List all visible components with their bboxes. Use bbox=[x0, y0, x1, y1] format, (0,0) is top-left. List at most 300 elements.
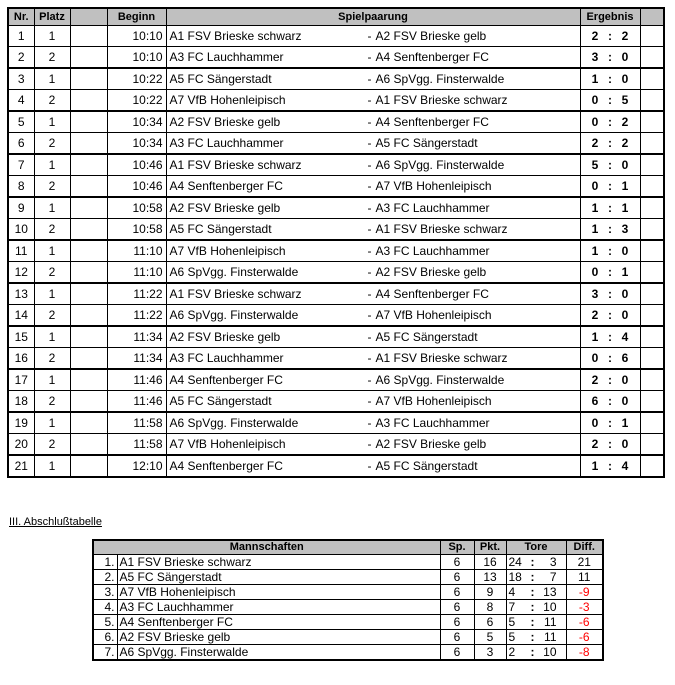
away-goals: 5 bbox=[621, 93, 629, 107]
match-result bbox=[580, 68, 640, 90]
goals-against: 7 bbox=[549, 570, 557, 584]
match-result bbox=[580, 47, 640, 69]
match-pairing bbox=[166, 283, 580, 305]
match-start-time: 12:10 bbox=[107, 455, 166, 477]
score-separator: : bbox=[608, 394, 612, 408]
points: 8 bbox=[474, 600, 506, 615]
score-separator: : bbox=[608, 29, 612, 43]
team-name: A7 VfB Hohenleipisch bbox=[117, 585, 440, 600]
pairing-separator: - bbox=[367, 179, 372, 193]
score-separator: : bbox=[608, 115, 612, 129]
match-result bbox=[580, 26, 640, 47]
home-team: A6 SpVgg. Finsterwalde bbox=[169, 265, 299, 279]
empty-cell bbox=[70, 434, 107, 456]
away-team: A4 Senftenberger FC bbox=[375, 287, 489, 301]
match-pairing bbox=[166, 176, 580, 198]
match-pairing bbox=[166, 391, 580, 413]
pairing-separator: - bbox=[367, 394, 372, 408]
match-result bbox=[580, 133, 640, 155]
match-pairing bbox=[166, 412, 580, 434]
home-goals: 0 bbox=[591, 115, 599, 129]
pairing-separator: - bbox=[367, 93, 372, 107]
rank: 4. bbox=[93, 600, 117, 615]
match-row bbox=[8, 283, 664, 305]
match-number: 9 bbox=[8, 197, 34, 219]
team-name: A5 FC Sängerstadt bbox=[117, 570, 440, 585]
match-start-time: 11:10 bbox=[107, 240, 166, 262]
match-field: 1 bbox=[34, 68, 70, 90]
empty-cell bbox=[70, 262, 107, 284]
match-result bbox=[580, 412, 640, 434]
away-goals: 6 bbox=[621, 351, 629, 365]
away-team: A7 VfB Hohenleipisch bbox=[375, 308, 492, 322]
pairing-separator: - bbox=[367, 308, 372, 322]
standings-row bbox=[93, 615, 603, 630]
match-row bbox=[8, 348, 664, 370]
team-name: A3 FC Lauchhammer bbox=[117, 600, 440, 615]
home-goals: 6 bbox=[591, 394, 599, 408]
match-number: 17 bbox=[8, 369, 34, 391]
standings-row bbox=[93, 600, 603, 615]
match-result bbox=[580, 176, 640, 198]
match-result bbox=[580, 154, 640, 176]
match-pairing bbox=[166, 455, 580, 477]
empty-cell bbox=[640, 240, 664, 262]
empty-cell bbox=[70, 326, 107, 348]
empty-cell bbox=[640, 176, 664, 198]
empty-cell bbox=[640, 197, 664, 219]
match-number: 14 bbox=[8, 305, 34, 327]
match-row bbox=[8, 90, 664, 112]
goals-for: 24 bbox=[508, 555, 522, 569]
match-pairing bbox=[166, 369, 580, 391]
home-goals: 1 bbox=[591, 201, 599, 215]
empty-cell bbox=[640, 369, 664, 391]
goal-difference: -8 bbox=[566, 645, 603, 661]
match-start-time: 11:46 bbox=[107, 369, 166, 391]
match-field: 2 bbox=[34, 262, 70, 284]
pairing-separator: - bbox=[367, 50, 372, 64]
away-goals: 1 bbox=[621, 201, 629, 215]
away-team: A5 FC Sängerstadt bbox=[375, 459, 478, 473]
rank: 5. bbox=[93, 615, 117, 630]
away-goals: 0 bbox=[621, 244, 629, 258]
standings-header-row bbox=[93, 540, 603, 555]
match-start-time: 10:22 bbox=[107, 68, 166, 90]
home-team: A1 FSV Brieske schwarz bbox=[169, 287, 302, 301]
match-row bbox=[8, 262, 664, 284]
away-team: A5 FC Sängerstadt bbox=[375, 330, 478, 344]
team-name: A4 Senftenberger FC bbox=[117, 615, 440, 630]
home-goals: 1 bbox=[591, 222, 599, 236]
away-goals: 1 bbox=[621, 265, 629, 279]
header-blank bbox=[640, 8, 664, 26]
header-blank bbox=[70, 8, 107, 26]
empty-cell bbox=[640, 90, 664, 112]
match-result bbox=[580, 455, 640, 477]
match-row bbox=[8, 26, 664, 47]
empty-cell bbox=[640, 68, 664, 90]
header-pkt: Pkt. bbox=[474, 540, 506, 555]
score-separator: : bbox=[608, 459, 612, 473]
header-mannschaften: Mannschaften bbox=[93, 540, 440, 555]
home-goals: 0 bbox=[591, 351, 599, 365]
home-goals: 0 bbox=[591, 179, 599, 193]
away-team: A7 VfB Hohenleipisch bbox=[375, 179, 492, 193]
match-result bbox=[580, 262, 640, 284]
match-result bbox=[580, 90, 640, 112]
score-separator: : bbox=[608, 330, 612, 344]
match-result bbox=[580, 391, 640, 413]
match-start-time: 10:46 bbox=[107, 176, 166, 198]
standings-table bbox=[92, 539, 604, 661]
goals-separator: : bbox=[530, 615, 535, 629]
goals-separator: : bbox=[530, 630, 535, 644]
home-team: A5 FC Sängerstadt bbox=[169, 72, 272, 86]
empty-cell bbox=[640, 455, 664, 477]
away-team: A5 FC Sängerstadt bbox=[375, 136, 478, 150]
match-result bbox=[580, 305, 640, 327]
match-row bbox=[8, 111, 664, 133]
goals-for: 5 bbox=[508, 630, 516, 644]
header-spielpaarung: Spielpaarung bbox=[166, 8, 580, 26]
match-pairing bbox=[166, 47, 580, 69]
match-number: 7 bbox=[8, 154, 34, 176]
away-goals: 2 bbox=[621, 29, 629, 43]
home-team: A2 FSV Brieske gelb bbox=[169, 115, 281, 129]
home-team: A2 FSV Brieske gelb bbox=[169, 201, 281, 215]
away-goals: 0 bbox=[621, 50, 629, 64]
goals-separator: : bbox=[530, 555, 535, 569]
goals-separator: : bbox=[530, 585, 535, 599]
match-field: 2 bbox=[34, 219, 70, 241]
match-pairing bbox=[166, 326, 580, 348]
goals-separator: : bbox=[530, 570, 535, 584]
away-goals: 4 bbox=[621, 459, 629, 473]
score-separator: : bbox=[608, 179, 612, 193]
match-row bbox=[8, 455, 664, 477]
match-row bbox=[8, 369, 664, 391]
home-goals: 2 bbox=[591, 373, 599, 387]
score-separator: : bbox=[608, 287, 612, 301]
match-start-time: 10:58 bbox=[107, 197, 166, 219]
header-platz: Platz bbox=[34, 8, 70, 26]
empty-cell bbox=[70, 240, 107, 262]
pairing-separator: - bbox=[367, 136, 372, 150]
match-row bbox=[8, 68, 664, 90]
goals-against: 11 bbox=[544, 630, 557, 644]
away-team: A2 FSV Brieske gelb bbox=[375, 437, 487, 451]
away-team: A4 Senftenberger FC bbox=[375, 115, 489, 129]
match-row bbox=[8, 412, 664, 434]
pairing-separator: - bbox=[367, 351, 372, 365]
goals-for: 5 bbox=[508, 615, 516, 629]
empty-cell bbox=[640, 219, 664, 241]
match-result bbox=[580, 283, 640, 305]
match-field: 1 bbox=[34, 154, 70, 176]
team-name: A2 FSV Brieske gelb bbox=[117, 630, 440, 645]
team-name: A6 SpVgg. Finsterwalde bbox=[117, 645, 440, 661]
empty-cell bbox=[640, 348, 664, 370]
home-team: A4 Senftenberger FC bbox=[169, 179, 283, 193]
home-team: A5 FC Sängerstadt bbox=[169, 394, 272, 408]
away-team: A2 FSV Brieske gelb bbox=[375, 29, 487, 43]
empty-cell bbox=[640, 391, 664, 413]
match-field: 1 bbox=[34, 283, 70, 305]
goal-difference: -9 bbox=[566, 585, 603, 600]
empty-cell bbox=[70, 391, 107, 413]
points: 16 bbox=[474, 555, 506, 570]
match-result bbox=[580, 219, 640, 241]
away-team: A6 SpVgg. Finsterwalde bbox=[375, 373, 505, 387]
match-number: 20 bbox=[8, 434, 34, 456]
goals bbox=[506, 555, 566, 570]
home-team: A6 SpVgg. Finsterwalde bbox=[169, 308, 299, 322]
empty-cell bbox=[70, 111, 107, 133]
empty-cell bbox=[70, 455, 107, 477]
match-start-time: 11:22 bbox=[107, 283, 166, 305]
empty-cell bbox=[70, 369, 107, 391]
score-separator: : bbox=[608, 201, 612, 215]
goals-for: 4 bbox=[508, 585, 516, 599]
away-team: A3 FC Lauchhammer bbox=[375, 416, 490, 430]
home-team: A7 VfB Hohenleipisch bbox=[169, 93, 286, 107]
empty-cell bbox=[70, 197, 107, 219]
match-number: 12 bbox=[8, 262, 34, 284]
standings-row bbox=[93, 555, 603, 570]
match-pairing bbox=[166, 434, 580, 456]
score-separator: : bbox=[608, 416, 612, 430]
pairing-separator: - bbox=[367, 29, 372, 43]
match-field: 2 bbox=[34, 90, 70, 112]
away-goals: 1 bbox=[621, 416, 629, 430]
games-played: 6 bbox=[440, 615, 474, 630]
pairing-separator: - bbox=[367, 459, 372, 473]
games-played: 6 bbox=[440, 585, 474, 600]
empty-cell bbox=[70, 90, 107, 112]
empty-cell bbox=[70, 26, 107, 47]
away-team: A6 SpVgg. Finsterwalde bbox=[375, 72, 505, 86]
match-number: 10 bbox=[8, 219, 34, 241]
standings-row bbox=[93, 585, 603, 600]
home-team: A2 FSV Brieske gelb bbox=[169, 330, 281, 344]
home-goals: 5 bbox=[591, 158, 599, 172]
match-result bbox=[580, 326, 640, 348]
goal-difference: 11 bbox=[566, 570, 603, 585]
match-start-time: 10:58 bbox=[107, 219, 166, 241]
games-played: 6 bbox=[440, 645, 474, 661]
goals-separator: : bbox=[530, 645, 535, 659]
match-number: 8 bbox=[8, 176, 34, 198]
away-team: A1 FSV Brieske schwarz bbox=[375, 93, 508, 107]
score-separator: : bbox=[608, 136, 612, 150]
home-team: A5 FC Sängerstadt bbox=[169, 222, 272, 236]
match-field: 1 bbox=[34, 240, 70, 262]
match-start-time: 11:34 bbox=[107, 348, 166, 370]
home-goals: 3 bbox=[591, 287, 599, 301]
match-number: 1 bbox=[8, 26, 34, 47]
rank: 1. bbox=[93, 555, 117, 570]
header-diff: Diff. bbox=[566, 540, 603, 555]
match-start-time: 11:10 bbox=[107, 262, 166, 284]
match-start-time: 10:34 bbox=[107, 111, 166, 133]
match-number: 21 bbox=[8, 455, 34, 477]
empty-cell bbox=[70, 412, 107, 434]
away-team: A1 FSV Brieske schwarz bbox=[375, 222, 508, 236]
empty-cell bbox=[70, 154, 107, 176]
match-row bbox=[8, 154, 664, 176]
match-number: 5 bbox=[8, 111, 34, 133]
pairing-separator: - bbox=[367, 416, 372, 430]
score-separator: : bbox=[608, 265, 612, 279]
away-team: A7 VfB Hohenleipisch bbox=[375, 394, 492, 408]
empty-cell bbox=[640, 47, 664, 69]
home-team: A1 FSV Brieske schwarz bbox=[169, 158, 302, 172]
home-goals: 2 bbox=[591, 136, 599, 150]
match-row bbox=[8, 305, 664, 327]
match-result bbox=[580, 111, 640, 133]
away-goals: 2 bbox=[621, 115, 629, 129]
empty-cell bbox=[70, 348, 107, 370]
home-team: A3 FC Lauchhammer bbox=[169, 50, 284, 64]
match-pairing bbox=[166, 154, 580, 176]
match-field: 1 bbox=[34, 412, 70, 434]
match-row bbox=[8, 133, 664, 155]
match-pairing bbox=[166, 348, 580, 370]
header-sp: Sp. bbox=[440, 540, 474, 555]
match-result bbox=[580, 434, 640, 456]
pairing-separator: - bbox=[367, 287, 372, 301]
match-pairing bbox=[166, 197, 580, 219]
away-goals: 0 bbox=[621, 373, 629, 387]
match-row bbox=[8, 176, 664, 198]
match-schedule-table bbox=[7, 7, 665, 478]
match-start-time: 11:58 bbox=[107, 434, 166, 456]
empty-cell bbox=[640, 412, 664, 434]
match-pairing bbox=[166, 240, 580, 262]
empty-cell bbox=[640, 326, 664, 348]
match-number: 3 bbox=[8, 68, 34, 90]
away-team: A4 Senftenberger FC bbox=[375, 50, 489, 64]
match-start-time: 11:22 bbox=[107, 305, 166, 327]
pairing-separator: - bbox=[367, 158, 372, 172]
empty-cell bbox=[70, 133, 107, 155]
header-nr: Nr. bbox=[8, 8, 34, 26]
goals bbox=[506, 570, 566, 585]
score-separator: : bbox=[608, 244, 612, 258]
rank: 3. bbox=[93, 585, 117, 600]
match-number: 18 bbox=[8, 391, 34, 413]
match-row bbox=[8, 391, 664, 413]
score-separator: : bbox=[608, 373, 612, 387]
match-result bbox=[580, 348, 640, 370]
match-number: 11 bbox=[8, 240, 34, 262]
match-result bbox=[580, 240, 640, 262]
section-title: III. Abschlußtabelle bbox=[9, 516, 102, 528]
score-separator: : bbox=[608, 158, 612, 172]
empty-cell bbox=[70, 219, 107, 241]
away-goals: 2 bbox=[621, 136, 629, 150]
home-goals: 0 bbox=[591, 416, 599, 430]
goals-for: 18 bbox=[508, 570, 522, 584]
home-team: A3 FC Lauchhammer bbox=[169, 351, 284, 365]
match-field: 2 bbox=[34, 391, 70, 413]
home-goals: 2 bbox=[591, 29, 599, 43]
points: 9 bbox=[474, 585, 506, 600]
away-goals: 0 bbox=[621, 158, 629, 172]
goals-for: 2 bbox=[508, 645, 516, 659]
away-goals: 0 bbox=[621, 72, 629, 86]
match-number: 16 bbox=[8, 348, 34, 370]
team-name: A1 FSV Brieske schwarz bbox=[117, 555, 440, 570]
goals-separator: : bbox=[530, 600, 535, 614]
goal-difference: 21 bbox=[566, 555, 603, 570]
match-field: 2 bbox=[34, 47, 70, 69]
away-goals: 1 bbox=[621, 179, 629, 193]
home-goals: 1 bbox=[591, 459, 599, 473]
home-team: A3 FC Lauchhammer bbox=[169, 136, 284, 150]
pairing-separator: - bbox=[367, 244, 372, 258]
match-pairing bbox=[166, 262, 580, 284]
games-played: 6 bbox=[440, 600, 474, 615]
score-separator: : bbox=[608, 222, 612, 236]
goals bbox=[506, 630, 566, 645]
points: 6 bbox=[474, 615, 506, 630]
goals-against: 11 bbox=[544, 615, 557, 629]
goal-difference: -6 bbox=[566, 615, 603, 630]
pairing-separator: - bbox=[367, 437, 372, 451]
home-team: A6 SpVgg. Finsterwalde bbox=[169, 416, 299, 430]
score-separator: : bbox=[608, 308, 612, 322]
match-field: 2 bbox=[34, 133, 70, 155]
pairing-separator: - bbox=[367, 373, 372, 387]
goals-against: 10 bbox=[543, 645, 557, 659]
home-team: A4 Senftenberger FC bbox=[169, 459, 283, 473]
points: 13 bbox=[474, 570, 506, 585]
match-start-time: 10:22 bbox=[107, 90, 166, 112]
header-ergebnis: Ergebnis bbox=[580, 8, 640, 26]
standings-row bbox=[93, 645, 603, 661]
pairing-separator: - bbox=[367, 115, 372, 129]
match-row bbox=[8, 240, 664, 262]
home-team: A7 VfB Hohenleipisch bbox=[169, 437, 286, 451]
schedule-header-row bbox=[8, 8, 664, 26]
away-goals: 4 bbox=[621, 330, 629, 344]
match-number: 2 bbox=[8, 47, 34, 69]
goals bbox=[506, 615, 566, 630]
match-row bbox=[8, 47, 664, 69]
pairing-separator: - bbox=[367, 265, 372, 279]
match-start-time: 11:58 bbox=[107, 412, 166, 434]
score-separator: : bbox=[608, 437, 612, 451]
goal-difference: -6 bbox=[566, 630, 603, 645]
match-field: 2 bbox=[34, 348, 70, 370]
away-goals: 0 bbox=[621, 308, 629, 322]
empty-cell bbox=[640, 434, 664, 456]
away-team: A1 FSV Brieske schwarz bbox=[375, 351, 508, 365]
standings-row bbox=[93, 570, 603, 585]
score-separator: : bbox=[608, 72, 612, 86]
games-played: 6 bbox=[440, 555, 474, 570]
empty-cell bbox=[70, 47, 107, 69]
empty-cell bbox=[640, 111, 664, 133]
match-field: 1 bbox=[34, 111, 70, 133]
rank: 6. bbox=[93, 630, 117, 645]
goals-for: 7 bbox=[508, 600, 516, 614]
home-goals: 1 bbox=[591, 330, 599, 344]
goals-against: 10 bbox=[543, 600, 557, 614]
home-goals: 0 bbox=[591, 265, 599, 279]
